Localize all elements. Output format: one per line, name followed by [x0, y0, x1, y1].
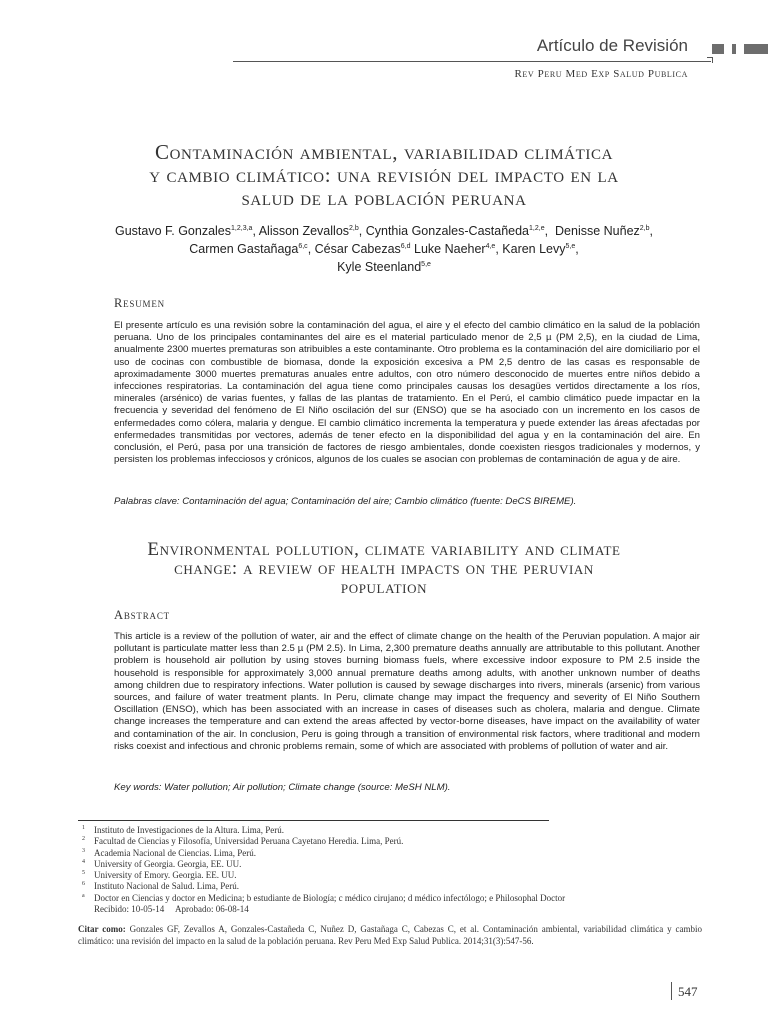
citation-text: Gonzales GF, Zevallos A, Gonzales-Castañeda C, Nuñez D, Gastañaga C, Cabezas C, et al. Contaminación ambiental, variabilidad climática y cambio climático: una revisión del impacto en la salud de la población peruana. Rev Peru Med Exp Salud Publica. 2014;31(3):547-56. [78, 924, 702, 946]
author-name: Karen Levy [502, 242, 566, 257]
footnote-list [82, 825, 642, 915]
header-rule [233, 61, 711, 62]
author-affiliation: 2,b [639, 225, 650, 232]
title-english [60, 540, 708, 597]
journal-name: Rev Peru Med Exp Salud Publica [514, 68, 688, 80]
footnote-rule [78, 820, 549, 821]
title-english-line: population [340, 577, 428, 598]
author-affiliation: 6,d [400, 243, 411, 251]
author-affiliation: 1,2,3,a [231, 225, 253, 232]
footnote-item: 3 Academia Nacional de Ciencias. Lima, Perú. [82, 847, 256, 858]
footnote-item: a Doctor en Ciencias y doctor en Medicina; b estudiante de Biología; c médico cirujano; d médico infectólogo; e Philosophal Doctor [82, 892, 566, 903]
title-spanish-line: Contaminación ambiental, variabilidad climática [155, 140, 613, 164]
abstract-text: This article is a review of the pollution of water, air and the effect of climate change on the health of the Peruvian population. A major air pollutant is particulate matter less than 2.5 µ (PM 2.5). In Lima, 2,300 premature deaths annually are attributable to this pollutant. Another problem is household air pollution by using stoves burning biomass fuels, where excessive indoor exposure to PM 2.5 inside the household is responsible for approximately 3,000 annual premature deaths among adults, with another unknown number of deaths among children due to respiratory infections. Water pollution is caused by sewage discharges into rivers, minerals (arsenic) from various sources, and failure of water treatment plants. In Peru, climate change may impact the frequency and severity of El Niño Southern Oscillation (ENSO), which has been associated with an increase in cases of diseases such as cholera, malaria and dengue. Climate change increases the temperature and can extend the areas affected by vector-borne diseases, have impact on the availability of water and contamination of the air. In conclusion, Peru is going through a transition of environmental risk factors, where traditional and modern risks coexist and infectious and chronic problems remain, some of which are associated with problems of pollution of water and air. [114, 631, 700, 752]
abstract-heading: Abstract [114, 608, 170, 622]
citation [78, 924, 702, 947]
header-decoration-bar [712, 44, 768, 54]
article-type-label: Artículo de Revisión [536, 36, 688, 55]
author-name: Kyle Steenland [337, 260, 422, 275]
header-rule-mark [707, 57, 713, 63]
author-name: Alisson Zevallos [258, 224, 350, 239]
footnote-item: 2 Facultad de Ciencias y Filosofía, Universidad Peruana Cayetano Heredia. Lima, Perú. [82, 836, 404, 847]
resumen-heading: Resumen [114, 296, 165, 310]
page-number-rule [671, 982, 672, 1000]
author-affiliation: 4,e [485, 243, 496, 251]
footnote-item: 6 Instituto Nacional de Salud. Lima, Perú. [82, 881, 239, 892]
author-name: César Cabezas [314, 242, 401, 257]
author-affiliation: 5,e [565, 243, 576, 251]
received-dates: Recibido: 10-05-14 Aprobado: 06-08-14 [94, 904, 249, 915]
abstract-keywords: Key words: Water pollution; Air pollution; Climate change (source: MeSH NLM). [114, 782, 451, 793]
author-name: Gustavo F. Gonzales [114, 224, 232, 239]
title-spanish [60, 141, 708, 210]
author-list: Gustavo F. Gonzales$^{1,2,3,a}$, Alisson Zevallos$^{2,b}$, Cynthia Gonzales-Castañeda$^{1,2,e}$, Denisse Nuñez$^{2,b}$, Carmen Gastañaga$^{6,c}$, César Cabezas$^{6,d}$ Luke Naeher$^{4,e}$, Karen Levy$^{5,e}$, Kyle Steenland$^{5,e}$ [114, 224, 653, 275]
page-number: 547 [678, 984, 698, 999]
resumen-keywords: Palabras clave: Contaminación del agua; Contaminación del aire; Cambio climático (fuente: DeCS BIREME). [114, 496, 577, 507]
title-english-line: change: a review of health impacts on the peruvian [174, 558, 594, 579]
author-name: Luke Naeher [414, 242, 486, 257]
footnote-item: 5 University of Emory. Georgia. EE. UU. [82, 870, 237, 881]
author-affiliation: 2,b [349, 225, 359, 232]
footnote-item: 1 Instituto de Investigaciones de la Altura. Lima, Perú. [82, 825, 284, 835]
author-affiliation: 6,c [298, 243, 308, 251]
author-name: Cynthia Gonzales-Castañeda [365, 224, 530, 239]
title-spanish-line: y cambio climático: una revisión del impacto en la [149, 163, 619, 187]
author-affiliation: 1,2,e [529, 225, 545, 232]
footnote-item: 4 University of Georgia. Georgia, EE. UU. [82, 858, 242, 869]
title-spanish-line: salud de la población peruana [241, 186, 527, 210]
author-name: Carmen Gastañaga [189, 242, 299, 257]
title-english-line: Environmental pollution, climate variability and climate [147, 539, 621, 560]
author-affiliation: 5,e [421, 261, 431, 269]
citation-label: Citar como: [78, 924, 126, 934]
author-name: Denisse Nuñez [555, 224, 640, 239]
resumen-text: El presente artículo es una revisión sobre la contaminación del agua, el aire y el efecto del cambio climático en la salud de la población peruana. Uno de los principales contaminantes del aire es el material particulado menor de 2,5 µ (PM 2,5), en la ciudad de Lima, anualmente 2300 muertes prematuras son atribuibles a este contaminante. Otro problema es la contaminación del aire domiciliario por el uso de cocinas con combustible de biomasa, donde la exposición excesiva a PM 2,5 dentro de las casas es responsable de aproximadamente 3000 muertes prematuras anuales entre adultos, con otro número desconocido de muertes entre niños debido a infecciones respiratorias. La contaminación del agua tiene como principales causas los desagües vertidos directamente a los ríos, minerales (arsénico) de varias fuentes, y fallas de las plantas de tratamiento. En el Perú, el cambio climático puede impactar en la frecuencia y severidad del fenómeno de El Niño oscilación del sur (ENSO) que se ha asociado con un incremento en los casos de enfermedades como cólera, malaria y dengue. El cambio climático incrementa la temperatura y puede extender las áreas afectadas por enfermedades transmitidas por vectores, además de tener efecto en la disponibilidad del agua y en la contaminación del aire. En conclusión, el Perú, pasa por una transición de factores de riesgo ambientales, donde coexisten riesgos tradicionales y modernos, y persisten los problemas infecciosos y crónicos, algunos de los cuales se asocian con problemas de contaminación de agua y de aire. [114, 320, 700, 466]
